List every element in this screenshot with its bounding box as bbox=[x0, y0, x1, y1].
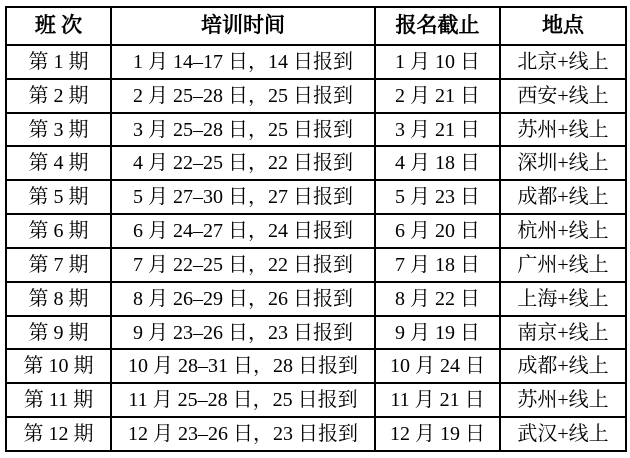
cell-location: 武汉+线上 bbox=[500, 417, 626, 451]
cell-location: 成都+线上 bbox=[500, 180, 626, 214]
table-row bbox=[6, 45, 626, 79]
cell-location: 苏州+线上 bbox=[500, 113, 626, 147]
cell-time: 8 月 26–29 日，26 日报到 bbox=[111, 282, 375, 316]
cell-location: 上海+线上 bbox=[500, 282, 626, 316]
cell-time: 9 月 23–26 日，23 日报到 bbox=[111, 316, 375, 350]
table-header bbox=[6, 7, 626, 45]
table-row bbox=[6, 79, 626, 113]
cell-period: 第 8 期 bbox=[6, 282, 111, 316]
cell-deadline: 6 月 20 日 bbox=[375, 214, 500, 248]
cell-time: 1 月 14–17 日，14 日报到 bbox=[111, 45, 375, 79]
table-row bbox=[6, 214, 626, 248]
table-body bbox=[6, 45, 626, 451]
training-schedule-table bbox=[5, 6, 627, 452]
cell-period: 第 3 期 bbox=[6, 113, 111, 147]
cell-deadline: 3 月 21 日 bbox=[375, 113, 500, 147]
table-row bbox=[6, 349, 626, 383]
cell-deadline: 8 月 22 日 bbox=[375, 282, 500, 316]
table-row bbox=[6, 282, 626, 316]
header-period: 班 次 bbox=[6, 7, 111, 45]
cell-deadline: 7 月 18 日 bbox=[375, 248, 500, 282]
cell-time: 3 月 25–28 日，25 日报到 bbox=[111, 113, 375, 147]
cell-period: 第 4 期 bbox=[6, 146, 111, 180]
header-row bbox=[6, 7, 626, 45]
cell-period: 第 6 期 bbox=[6, 214, 111, 248]
table-row bbox=[6, 417, 626, 451]
cell-period: 第 10 期 bbox=[6, 349, 111, 383]
cell-location: 广州+线上 bbox=[500, 248, 626, 282]
cell-period: 第 2 期 bbox=[6, 79, 111, 113]
cell-deadline: 10 月 24 日 bbox=[375, 349, 500, 383]
cell-location: 苏州+线上 bbox=[500, 383, 626, 417]
cell-time: 11 月 25–28 日，25 日报到 bbox=[111, 383, 375, 417]
cell-period: 第 5 期 bbox=[6, 180, 111, 214]
cell-location: 杭州+线上 bbox=[500, 214, 626, 248]
table-row bbox=[6, 316, 626, 350]
cell-location: 深圳+线上 bbox=[500, 146, 626, 180]
cell-period: 第 12 期 bbox=[6, 417, 111, 451]
cell-time: 7 月 22–25 日，22 日报到 bbox=[111, 248, 375, 282]
cell-time: 10 月 28–31 日，28 日报到 bbox=[111, 349, 375, 383]
cell-deadline: 12 月 19 日 bbox=[375, 417, 500, 451]
cell-time: 5 月 27–30 日，27 日报到 bbox=[111, 180, 375, 214]
cell-location: 北京+线上 bbox=[500, 45, 626, 79]
cell-period: 第 11 期 bbox=[6, 383, 111, 417]
cell-period: 第 7 期 bbox=[6, 248, 111, 282]
header-deadline: 报名截止 bbox=[375, 7, 500, 45]
cell-time: 2 月 25–28 日，25 日报到 bbox=[111, 79, 375, 113]
cell-location: 西安+线上 bbox=[500, 79, 626, 113]
cell-location: 南京+线上 bbox=[500, 316, 626, 350]
cell-period: 第 1 期 bbox=[6, 45, 111, 79]
table-row bbox=[6, 146, 626, 180]
cell-time: 6 月 24–27 日，24 日报到 bbox=[111, 214, 375, 248]
table-row bbox=[6, 248, 626, 282]
table-row bbox=[6, 383, 626, 417]
table-row bbox=[6, 113, 626, 147]
cell-deadline: 1 月 10 日 bbox=[375, 45, 500, 79]
header-location: 地点 bbox=[500, 7, 626, 45]
cell-location: 成都+线上 bbox=[500, 349, 626, 383]
cell-deadline: 2 月 21 日 bbox=[375, 79, 500, 113]
cell-deadline: 9 月 19 日 bbox=[375, 316, 500, 350]
header-time: 培训时间 bbox=[111, 7, 375, 45]
cell-deadline: 11 月 21 日 bbox=[375, 383, 500, 417]
cell-time: 4 月 22–25 日，22 日报到 bbox=[111, 146, 375, 180]
cell-deadline: 5 月 23 日 bbox=[375, 180, 500, 214]
cell-deadline: 4 月 18 日 bbox=[375, 146, 500, 180]
cell-time: 12 月 23–26 日，23 日报到 bbox=[111, 417, 375, 451]
table-row bbox=[6, 180, 626, 214]
cell-period: 第 9 期 bbox=[6, 316, 111, 350]
